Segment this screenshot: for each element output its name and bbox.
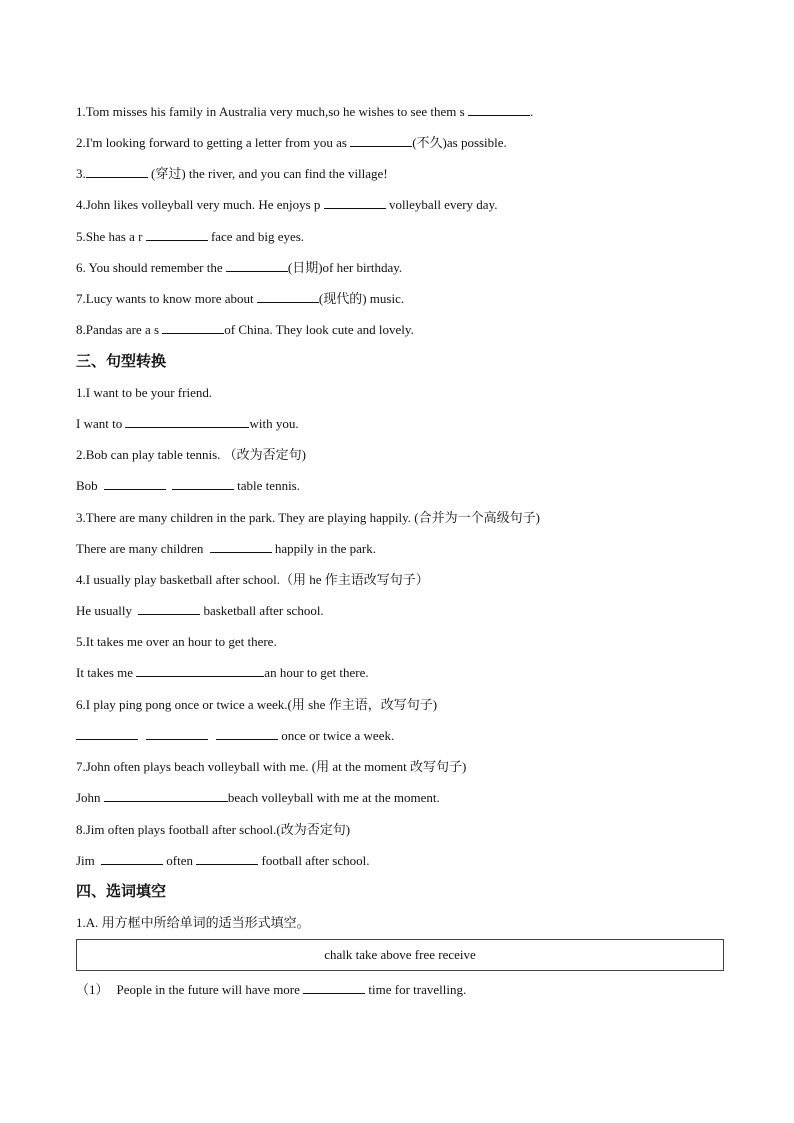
answer-blank[interactable]	[324, 197, 386, 209]
answer-blank[interactable]	[468, 104, 530, 116]
answer-blank[interactable]	[196, 853, 258, 865]
item-3-7-question: 7.John often plays beach volleyball with me. (用 at the moment 改写句子)	[76, 759, 467, 774]
item-3-4-question: 4.I usually play basketball after school.（用 he 作主语改写句子）	[76, 572, 429, 587]
answer-blank[interactable]	[138, 603, 200, 615]
item-3-8-answer: Jim often football after school.	[76, 853, 370, 868]
answer-blank[interactable]	[226, 260, 288, 272]
answer-blank[interactable]	[104, 478, 166, 490]
answer-blank[interactable]	[146, 728, 208, 740]
answer-blank[interactable]	[162, 322, 224, 334]
item-3-3-answer: There are many children happily in the park.	[76, 541, 376, 556]
answer-blank[interactable]	[136, 665, 264, 677]
answer-blank[interactable]	[101, 853, 163, 865]
item-2-5: 5.She has a r face and big eyes.	[76, 229, 305, 244]
answer-blank[interactable]	[350, 135, 412, 147]
item-2-8: 8.Pandas are a s of China. They look cute and lovely.	[76, 322, 414, 337]
answer-blank[interactable]	[86, 166, 148, 178]
answer-blank[interactable]	[303, 982, 365, 994]
item-3-2-question: 2.Bob can play table tennis. （改为否定句)	[76, 447, 306, 462]
answer-blank[interactable]	[210, 541, 272, 553]
section-3-title: 三、句型转换	[76, 352, 167, 370]
section-4-instruction: 1.A. 用方框中所给单词的适当形式填空。	[76, 915, 310, 930]
answer-blank[interactable]	[216, 728, 278, 740]
item-3-4-answer: He usually basketball after school.	[76, 603, 324, 618]
item-3-6-answer: once or twice a week.	[76, 728, 394, 744]
answer-blank[interactable]	[257, 291, 319, 303]
answer-blank[interactable]	[104, 790, 228, 802]
item-3-6-question: 6.I play ping pong once or twice a week.(用 she 作主语，改写句子)	[76, 697, 438, 712]
item-2-3: 3. (穿过) the river, and you can find the village!	[76, 166, 388, 181]
item-2-4: 4.John likes volleyball very much. He enjoys p volleyball every day.	[76, 197, 498, 212]
item-2-7: 7.Lucy wants to know more about (现代的) music.	[76, 291, 405, 306]
item-3-7-answer: John beach volleyball with me at the moment.	[76, 790, 440, 805]
item-3-8-question: 8.Jim often plays football after school.(改为否定句)	[76, 822, 351, 837]
section-4-title: 四、选词填空	[76, 882, 167, 900]
item-3-2-answer: Bob table tennis.	[76, 478, 300, 493]
item-3-1-answer: I want to with you.	[76, 416, 299, 431]
item-2-2: 2.I'm looking forward to getting a letter from you as (不久)as possible.	[76, 135, 507, 150]
answer-blank[interactable]	[125, 416, 249, 428]
item-3-3-question: 3.There are many children in the park. They are playing happily. (合并为一个高级句子)	[76, 510, 540, 525]
answer-blank[interactable]	[76, 728, 138, 740]
answer-blank[interactable]	[172, 478, 234, 490]
item-2-1: 1.Tom misses his family in Australia very much,so he wishes to see them s .	[76, 104, 534, 119]
item-3-1-question: 1.I want to be your friend.	[76, 385, 213, 400]
answer-blank[interactable]	[146, 229, 208, 241]
item-3-5-answer: It takes me an hour to get there.	[76, 665, 369, 680]
item-2-6: 6. You should remember the (日期)of her birthday.	[76, 260, 403, 275]
item-3-5-question: 5.It takes me over an hour to get there.	[76, 634, 277, 649]
item-4-1: （1） People in the future will have more time for travelling.	[76, 982, 467, 997]
word-box: chalk take above free receive	[76, 939, 724, 971]
